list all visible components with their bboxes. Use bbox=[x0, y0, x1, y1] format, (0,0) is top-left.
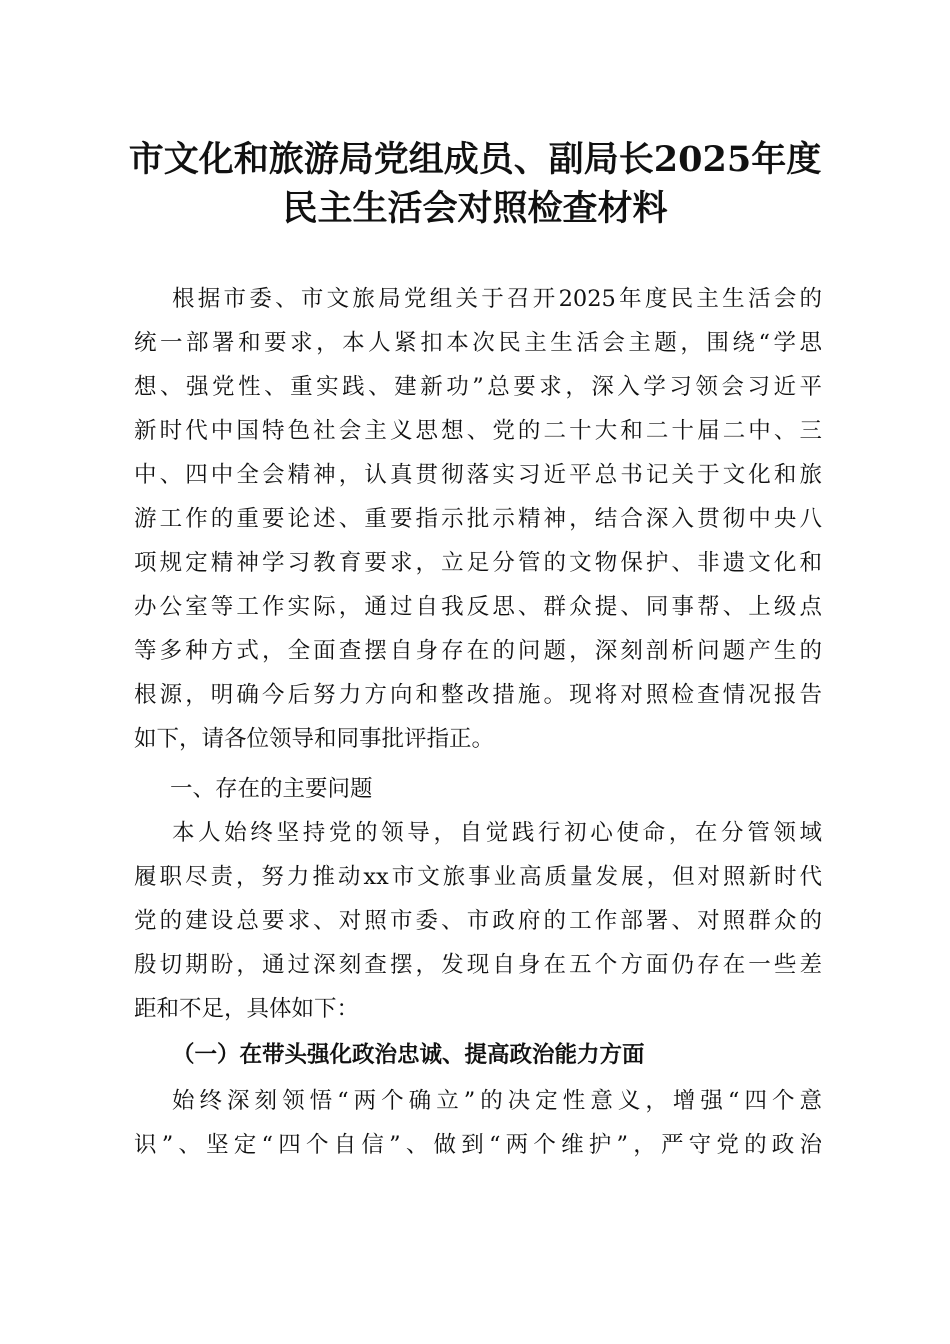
document-title-line-2: 民主生活会对照检查材料 bbox=[282, 188, 668, 229]
intro-line: 新时代中国特色社会主义思想、党的二十大和二十届二中、三 bbox=[134, 418, 822, 444]
intro-line: 等多种方式，全面查摆自身存在的问题，深刻剖析问题产生的 bbox=[134, 638, 822, 664]
section-line: 本人始终坚持党的领导，自觉践行初心使命，在分管领域 bbox=[172, 820, 822, 846]
intro-line: 统一部署和要求，本人紧扣本次民主生活会主题，围绕“学思 bbox=[134, 330, 822, 356]
subsection-line: 识”、坚定“四个自信”、做到“两个维护”，严守党的政治 bbox=[134, 1132, 822, 1158]
intro-line: 项规定精神学习教育要求，立足分管的文物保护、非遗文化和 bbox=[134, 550, 822, 576]
section-line: 距和不足，具体如下： bbox=[134, 996, 360, 1022]
section-line: 党的建设总要求、对照市委、市政府的工作部署、对照群众的 bbox=[134, 908, 822, 934]
section-line: 殷切期盼，通过深刻查摆，发现自身在五个方面仍存在一些差 bbox=[134, 952, 822, 978]
intro-line: 办公室等工作实际，通过自我反思、群众提、同事帮、上级点 bbox=[134, 594, 822, 620]
subsection-line: 始终深刻领悟“两个确立”的决定性意义，增强“四个意 bbox=[172, 1088, 822, 1114]
intro-line: 根源，明确今后努力方向和整改措施。现将对照检查情况报告 bbox=[134, 682, 822, 708]
section-line: 履职尽责，努力推动xx市文旅事业高质量发展，但对照新时代 bbox=[134, 864, 822, 890]
intro-line: 游工作的重要论述、重要指示批示精神，结合深入贯彻中央八 bbox=[134, 506, 822, 532]
subsection-heading: （一）在带头强化政治忠诚、提高政治能力方面 bbox=[172, 1042, 645, 1068]
document-title-line-1: 市文化和旅游局党组成员、副局长2025年度 bbox=[128, 139, 822, 180]
section-heading: 一、存在的主要问题 bbox=[170, 776, 373, 802]
intro-line: 如下，请各位领导和同事批评指正。 bbox=[134, 726, 495, 752]
intro-line: 根据市委、市文旅局党组关于召开2025年度民主生活会的 bbox=[172, 286, 822, 312]
intro-line: 中、四中全会精神，认真贯彻落实习近平总书记关于文化和旅 bbox=[134, 462, 822, 488]
intro-line: 想、强党性、重实践、建新功”总要求，深入学习领会习近平 bbox=[134, 374, 822, 400]
